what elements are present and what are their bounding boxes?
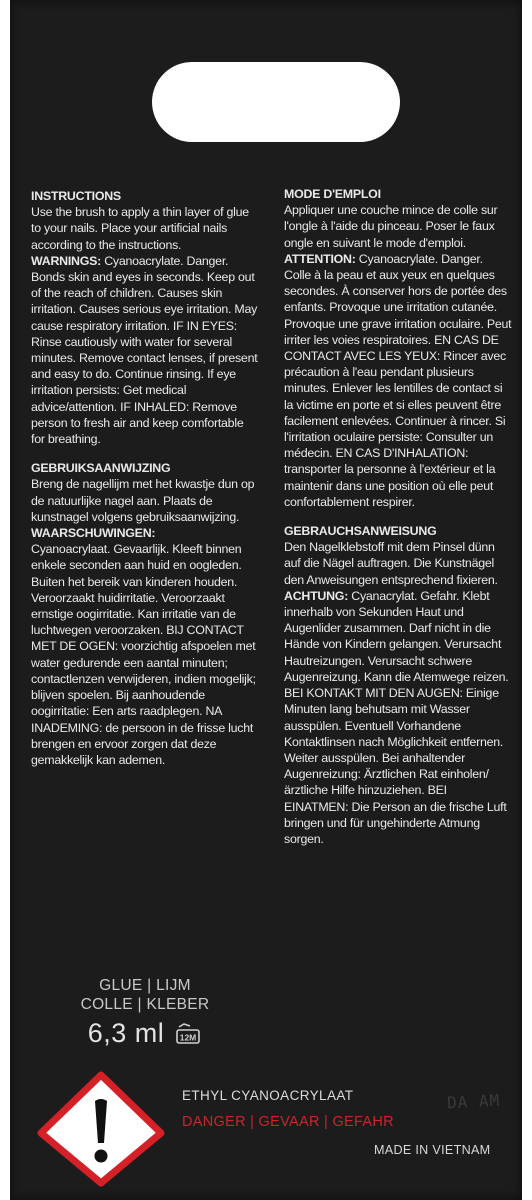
- section-gap: [31, 447, 259, 460]
- warnings-label: WARNINGS:: [31, 253, 102, 268]
- german-instructions-text: Den Nagelklebstoff mit dem Pinsel dünn auf die Nägel auftragen. Die Kunstnägel den Anweisungen entsprechend fixieren.: [284, 540, 498, 587]
- heading-mode-d-emploi: MODE D'EMPLOI: [284, 187, 381, 201]
- achtung-label: ACHTUNG:: [284, 588, 349, 603]
- volume-row: [30, 1018, 260, 1049]
- french-warnings-text: ATTENTION: Cyanoacrylate. Danger. Colle à la peau et aux yeux en quelques secondes. À conserver hors de portée des enfants. Provoque une irritation cutanée. Provoque une grave irritation oculaire. Peut irriter les voies respiratoires. EN CAS DE CONTACT AVEC LES YEUX: Rincer avec précaution à l'eau pendant plusieurs minutes. Enlever les lentilles de contact si la victime en porte et si elles peuvent être facilement enlevées. Continuer à rincer. Si l'irritation oculaire persiste: Consulter un médecin. EN CAS D'INHALATION: transporter la personne à l'extérieur et la maintenir dans une position où elle peut confortablement respirer.: [284, 251, 512, 509]
- ghs-exclamation-mark-icon: [37, 1071, 165, 1187]
- heading-instructions: INSTRUCTIONS: [31, 189, 121, 203]
- warnings-text: WARNINGS: Cyanoacrylate. Danger. Bonds skin and eyes in seconds. Keep out of the reach of children. Causes skin irritation. Causes serious eye irritation. May cause respiratory irritation. IF IN EYES: Rinse cautiously with water for several minutes. Remove contact lenses, if present and easy to do. Continue rinsing. If eye irritation persists: Get medical advice/attention. IF INHALED: Remove person to fresh air and keep comfortable for breathing.: [31, 253, 258, 447]
- chemical-name: ETHYL CYANOACRYLAAT: [182, 1088, 354, 1103]
- french-instructions-text: Appliquer une couche mince de colle sur l'ongle à l'aide du pinceau. Poser le faux ongle en suivant le mode d'emploi.: [284, 203, 498, 250]
- heading-gebruiksaanwijzing: GEBRUIKSAANWIJZING: [31, 461, 171, 476]
- product-type-line-1: GLUE | LIJM: [99, 977, 191, 994]
- section-gap: [284, 510, 512, 523]
- volume-label: 6,3 ml: [87, 1018, 165, 1048]
- product-info: [30, 976, 260, 1049]
- signal-word: DANGER | GEVAAR | GEFAHR: [182, 1114, 394, 1130]
- section-french: [284, 186, 512, 510]
- dutch-instructions-text: Breng de nagellijm met het kwastje dun op de natuurlijke nagel aan. Plaats de kunstnagel volgens gebruiksaanwijzing.: [31, 477, 255, 524]
- section-english: [31, 188, 259, 447]
- dutch-warnings-text: Cyanoacrylaat. Gevaarlijk. Kleeft binnen enkele seconden aan huid en oogleden. Buiten het bereik van kinderen houden. Veroorzaakt huidirritatie. Veroorzaakt ernstige oogirritatie. Kan irritatie van de luchtwegen veroorzaken. BIJ CONTACT MET DE OGEN: voorzichtig afspoelen met water gedurende een aantal minuten; contactlenzen verwijderen, indien mogelijk; blijven spoelen. Bij aanhoudende oogirritatie: Een arts raadplegen. NA INADEMING: de persoon in de frisse lucht brengen en ervoor zorgen dat deze gemakkelijk kan ademen.: [31, 542, 256, 767]
- german-warnings-text: ACHTUNG: Cyanacrylat. Gefahr. Klebt innerhalb von Sekunden Haut und Augenlider zusammen. Darf nicht in die Hände von Kindern gelangen. Verursacht Hautreizungen. Verursacht schwere Augenreizung. Kann die Atemwege reizen. BEI KONTAKT MIT DEN AUGEN: Einige Minuten lang behutsam mit Wasser ausspülen. Eventuell Vorhandene Kontaktlinsen nach Möglichkeit entfernen. Weiter ausspülen. Bei anhaltender Augenreizung: Ärztlichen Rat einholen/ärztliche Hilfe hinzuziehen. BEI EINATMEN: Die Person an die frische Luft bringen und für ungehinderte Atmung sorgen.: [284, 588, 509, 846]
- section-dutch: [31, 460, 259, 768]
- attention-label: ATTENTION:: [284, 251, 356, 266]
- instructions-text: Use the brush to apply a thin layer of glue to your nails. Place your artificial nails according to the instructions.: [31, 205, 249, 252]
- right-column: [284, 186, 512, 847]
- heading-gebrauchsanweisung: GEBRAUCHSANWEISUNG: [284, 524, 437, 539]
- open-jar-12m-icon: [174, 1023, 202, 1045]
- product-type-line-2: COLLE | KLEBER: [80, 996, 210, 1013]
- waarschuwingen-label: WAARSCHUWINGEN:: [31, 526, 156, 541]
- hang-hole: [152, 62, 400, 142]
- left-column: [31, 188, 259, 768]
- country-of-origin: MADE IN VIETNAM: [374, 1143, 491, 1157]
- section-german: [284, 523, 512, 847]
- batch-code: DA AM: [446, 1090, 501, 1113]
- pao-label: 12M: [179, 1032, 197, 1042]
- package-back-card: [10, 0, 522, 1200]
